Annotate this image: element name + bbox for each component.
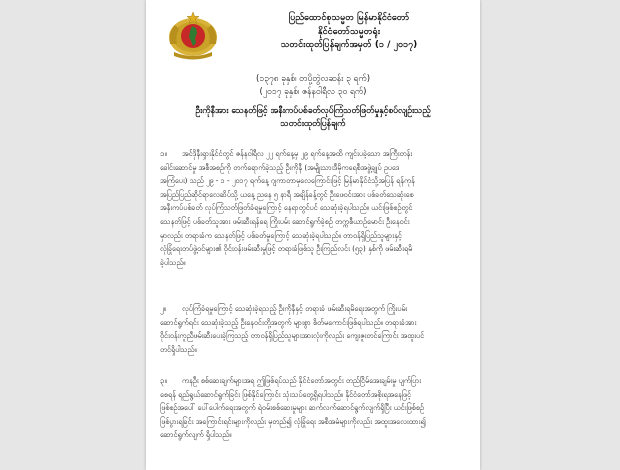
paragraph-line: လုံခြုံရေးတပ်ဖွဲ့ဝင်များ၏ ဝိုင်းဝန်းဖမ်းဆီးမှုဖြင့် တရားခံဖြစ်သူ ဦးကြည်လင်း (၅၃) နှစ်ကို ဖမ်းဆီးရမိ [160, 244, 413, 254]
paragraph-line: စေရန် ရည်ရွယ်ဆောင်ရွက်ခြင်း ဖြစ်နိုင်ကြောင်း သုံးသပ်တွေ့ရှိရပါသည်။ နိုင်ငံတော်အစိုးရအနေဖြင့် [160, 389, 412, 399]
date-myanmar-calendar: (၁၃၇၈ ခုနှစ်၊ တပို့တွဲလဆန်း ၃ ရက်) [255, 74, 371, 84]
header-line-office: နိုင်ငံတော်သမ္မတရုံး [317, 26, 381, 37]
paragraph-1 [158, 147, 470, 269]
paragraph-line: အကြံပေး) သည် ၂၉ - ၁ - ၂၀၁၇ ရက်နေ့ ဂျကာတာမှလေကြောင်းဖြင့် မြန်မာနိုင်ငံသို့အပြန် ရန်ကုန် [160, 176, 415, 186]
paragraph-line: တင်ရှိပါသည်။ [160, 344, 197, 354]
paragraph-line: အနီးကပ်ပစ်ခတ် လုပ်ကြံသတ်ဖြတ်ခံရမှုကြောင့် နေရာတွင်ပင် သေဆုံးခဲ့ရပါသည်။ ယင်းဖြစ်စဉ်တွင် [160, 203, 413, 213]
document-dates [186, 73, 440, 99]
paragraph-line: အင်ဒိုနီးရှားနိုင်ငံတွင် ဇန်နဝါရီလ ၂၂ ရက်နေ့မှ ၂၉ ရက်နေ့အထိ ကျင်းပခဲ့သော အကြီးတန်း [182, 149, 413, 158]
paragraph-line: ဆောင်ရွက်ရင်း သေဆုံးခဲ့သည့် ဦးနေဝင်းတို့အတွက် များစွာ စိတ်မကောင်းဖြစ်ရပါသည်။ တရားခံအား [160, 317, 417, 327]
paragraph-line: ဝိုင်းဝန်းကူညီဖမ်းဆီးပေးခဲ့ကြသည့် တာဝန်ရှိပြည်သူများအားလုံးကိုလည်း ကျေးဇူးတင်ကြောင်း အထူးပင် [160, 331, 425, 341]
paragraph-line: ဖြစ်စဉ်အပေါ် ပေါ်ပေါက်ရေးအတွက် ရဲဝမ်းစစ်ဆေးမှုများ ဆက်လက်ဆောင်ရွက်လျက်ရှိပြီး ယင်းဖြစ်စဉ် [160, 403, 424, 413]
paragraph-line: သေနတ်ဖြင့် ပစ်ခတ်သူအား ဖမ်းဆီးရန်ရေ ကြိုးပမ်း ဆောင်ရွက်ခဲ့စဉ် တက္ကစီယာဉ်မောင်း ဦးနေဝင်း [160, 216, 410, 226]
paragraph-line: ကနဦး စစ်ဆေးချက်များအရ ဤဖြစ်ရပ်သည် နိုင်ငံတော်အတွင်း တည်ငြိမ်အေးချမ်းမှု ပျက်ပြား [182, 376, 422, 385]
paragraph-number: ၂။ [160, 304, 167, 313]
header-line-country: ပြည်ထောင်စုသမ္မတ မြန်မာနိုင်ငံတော် [288, 13, 410, 23]
paragraph-line: လုပ်ကြံခံရမှုကြောင့် သေဆုံးခဲ့ရသည့် ဦးကိုနီနှင့် တရားခံ ဖမ်းဆီးရမိရေးအတွက် ကြိုးပမ်း [182, 304, 408, 313]
subject-line-2: သတင်းထုတ်ပြန်ချက် [280, 119, 346, 129]
paragraph-line: ဖြစ်ပွားရခြင်း အကြောင်းရင်းများကိုလည်း မှတည်၍ လုံခြုံရေး အစီအမံများကိုလည်း အထူးအလေးထား၍ [160, 416, 426, 426]
paragraph-2 [158, 302, 470, 356]
state-seal-icon [166, 10, 220, 60]
paragraph-line: ခဲ့ပါသည်။ [160, 257, 186, 267]
document-page [146, 0, 480, 470]
paragraph-line: အပြည်ပြည်ဆိုင်ရာလေဆိပ်သို့ ယနေ့ ညနေ ၅ နာရီ အချိန်ခန့်တွင် ဦးဖေဝင်းအား ပစ်ခတ်သေဆုံးစေ [160, 189, 414, 199]
subject-line-1: ဦးကိုနီအား သေနတ်ဖြင့် အနီးကပ်ပစ်ခတ်လုပ်ကြံသတ်ဖြတ်မှုနှင့်စပ်လျဉ်းသည့် [195, 106, 431, 116]
paragraph-number: ၃။ [160, 376, 167, 385]
paragraph-line: မှာလည်း တရားခံက သေနတ်ဖြင့် ပစ်ခတ်မှုကြောင့် သေဆုံးခဲ့ရပါသည်။ တာဝန်ရှိပြည်သူများနှင့် [160, 230, 402, 240]
header-line-release-number: သတင်းထုတ်ပြန်ချက်အမှတ် (၁ / ၂၀၁၇) [280, 40, 418, 50]
date-gregorian: (၂၀၁၇ ခုနှစ်၊ ဇန်နဝါရီလ ၃၀ ရက်) [259, 87, 367, 97]
paragraph-line: ခေါင်းဆောင်မှု အစီအစဉ်ကို တက်ရောက်ခဲ့သည့် ဦးကိုနီ (အမျိုးသားဒီမိုကရေစီအဖွဲ့ချုပ် ဥပဒေ [160, 162, 400, 172]
document-header [226, 12, 472, 53]
paragraph-line: ဆောင်ရွက်လျက် ရှိပါသည်။ [160, 430, 232, 440]
paragraph-number: ၁။ [160, 149, 167, 158]
paragraph-3 [158, 374, 470, 442]
document-subject [160, 105, 466, 131]
